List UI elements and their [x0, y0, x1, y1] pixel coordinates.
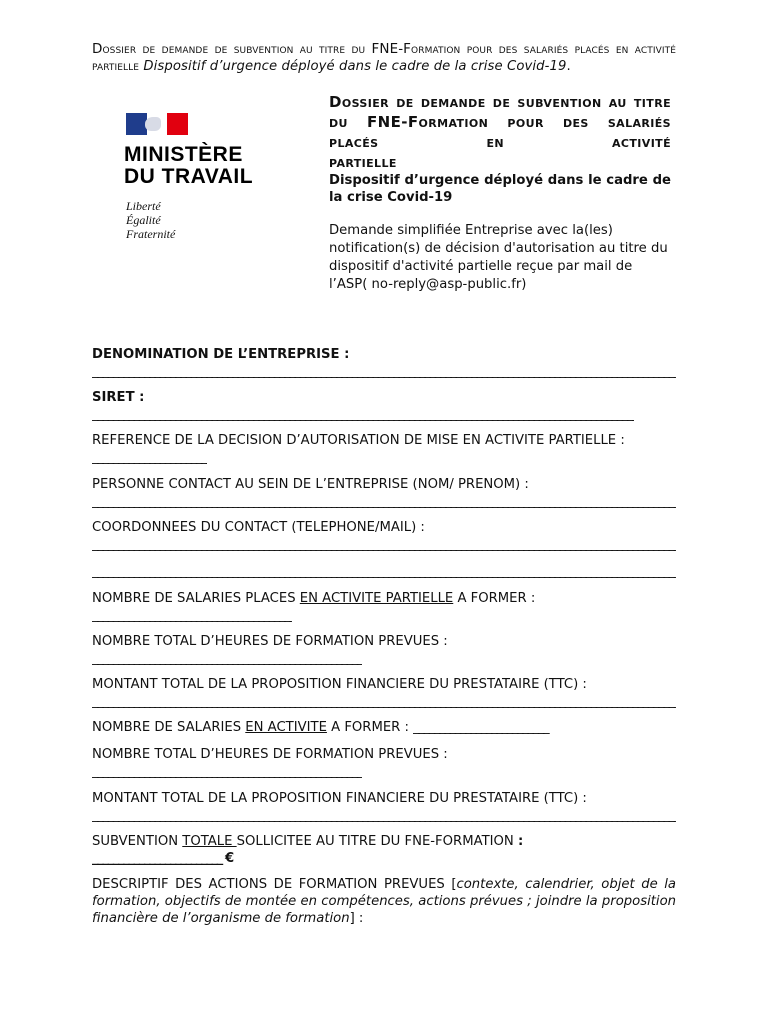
input-line-heures-1[interactable] — [92, 650, 362, 667]
field-label-heures-2: NOMBRE TOTAL D’HEURES DE FORMATION PREVUES : — [92, 747, 448, 762]
field-denomination — [92, 346, 676, 380]
input-line-montant-1[interactable] — [92, 693, 676, 710]
ministry-motto: Liberté Égalité Fraternité — [126, 199, 176, 241]
marianne-flag-icon — [126, 113, 188, 135]
header-title: Dossier de demande de subvention au titre du FNE-Formation pour des salariés placés en activité partielle — [92, 41, 676, 74]
field-coordonnees — [92, 519, 676, 580]
field-label-heures-1: NOMBRE TOTAL D’HEURES DE FORMATION PREVUES : — [92, 634, 448, 649]
ministry-logo — [124, 113, 284, 241]
document-title: Dossier de demande de subvention au titre du FNE-Formation pour des salariés placés en activité partielle — [329, 93, 671, 171]
document-subtitle: Dispositif d’urgence déployé dans le cadre de la crise Covid-19 — [329, 173, 671, 205]
field-nb-salaries-ap — [92, 590, 676, 624]
input-line-coordonnees-1[interactable] — [92, 536, 676, 553]
input-line-reference[interactable] — [92, 449, 207, 466]
header-period: . — [566, 59, 571, 74]
input-line-nb-salaries-ap[interactable] — [92, 607, 292, 624]
input-line-siret[interactable] — [92, 406, 634, 423]
field-label-montant-2: MONTANT TOTAL DE LA PROPOSITION FINANCIERE DU PRESTATAIRE (TTC) : — [92, 791, 587, 806]
input-line-denomination[interactable] — [92, 363, 676, 380]
input-line-subvention[interactable]: _________________________ € — [92, 851, 233, 866]
ministry-name: MINISTÈRE DU TRAVAIL — [124, 143, 254, 188]
field-label-nb-salaries-activite: NOMBRE DE SALARIES EN ACTIVITE A FORMER : __________________________ — [92, 720, 549, 735]
document-header — [92, 41, 676, 75]
field-heures-2 — [92, 746, 676, 780]
field-contact — [92, 476, 676, 510]
input-line-nb-salaries-activite[interactable]: __________________________ — [413, 720, 549, 735]
field-label-siret: SIRET : — [92, 390, 145, 405]
field-label-montant-1: MONTANT TOTAL DE LA PROPOSITION FINANCIERE DU PRESTATAIRE (TTC) : — [92, 677, 587, 692]
field-nb-salaries-activite — [92, 719, 676, 736]
field-montant-2 — [92, 790, 676, 824]
input-line-montant-2[interactable] — [92, 807, 676, 824]
header-subtitle: Dispositif d’urgence déployé dans le cadre de la crise Covid-19 — [139, 59, 567, 74]
field-montant-1 — [92, 676, 676, 710]
field-label-descriptif: DESCRIPTIF DES ACTIONS DE FORMATION PREVUES [ — [92, 877, 457, 892]
field-subvention — [92, 833, 676, 867]
field-siret — [92, 389, 676, 423]
field-reference — [92, 432, 676, 466]
request-description: Demande simplifiée Entreprise avec la(les) notification(s) de décision d'autorisation au titre du dispositif d'activité partielle reçue par mail de l’ASP( no-reply@asp-public.fr) — [329, 223, 668, 292]
field-label-subvention: SUBVENTION TOTALE SOLLICITEE AU TITRE DU FNE-FORMATION : — [92, 834, 524, 849]
field-label-contact: PERSONNE CONTACT AU SEIN DE L’ENTREPRISE (NOM/ PRENOM) : — [92, 477, 529, 492]
input-line-coordonnees-2[interactable] — [92, 563, 676, 580]
field-label-reference: REFERENCE DE LA DECISION D’AUTORISATION DE MISE EN ACTIVITE PARTIELLE : — [92, 433, 625, 448]
descriptif-hint: contexte, calendrier, objet de la formation, objectifs de montée en compétences, actions prévues ; joindre la proposition financière de l’organisme de formation — [92, 877, 676, 926]
input-line-contact[interactable] — [92, 493, 676, 510]
input-line-heures-2[interactable] — [92, 763, 362, 780]
document-title-block — [329, 92, 671, 294]
field-label-coordonnees: COORDONNEES DU CONTACT (TELEPHONE/MAIL) : — [92, 520, 425, 535]
field-heures-1 — [92, 633, 676, 667]
field-label-denomination: DENOMINATION DE L’ENTREPRISE : — [92, 347, 350, 362]
field-label-nb-salaries-ap: NOMBRE DE SALARIES PLACES EN ACTIVITE PARTIELLE A FORMER : — [92, 591, 536, 606]
field-descriptif: DESCRIPTIF DES ACTIONS DE FORMATION PREVUES [contexte, calendrier, objet de la formation, objectifs de montée en compétences, actions prévues ; joindre la proposition financière de l’organisme de formation] : — [92, 877, 676, 926]
